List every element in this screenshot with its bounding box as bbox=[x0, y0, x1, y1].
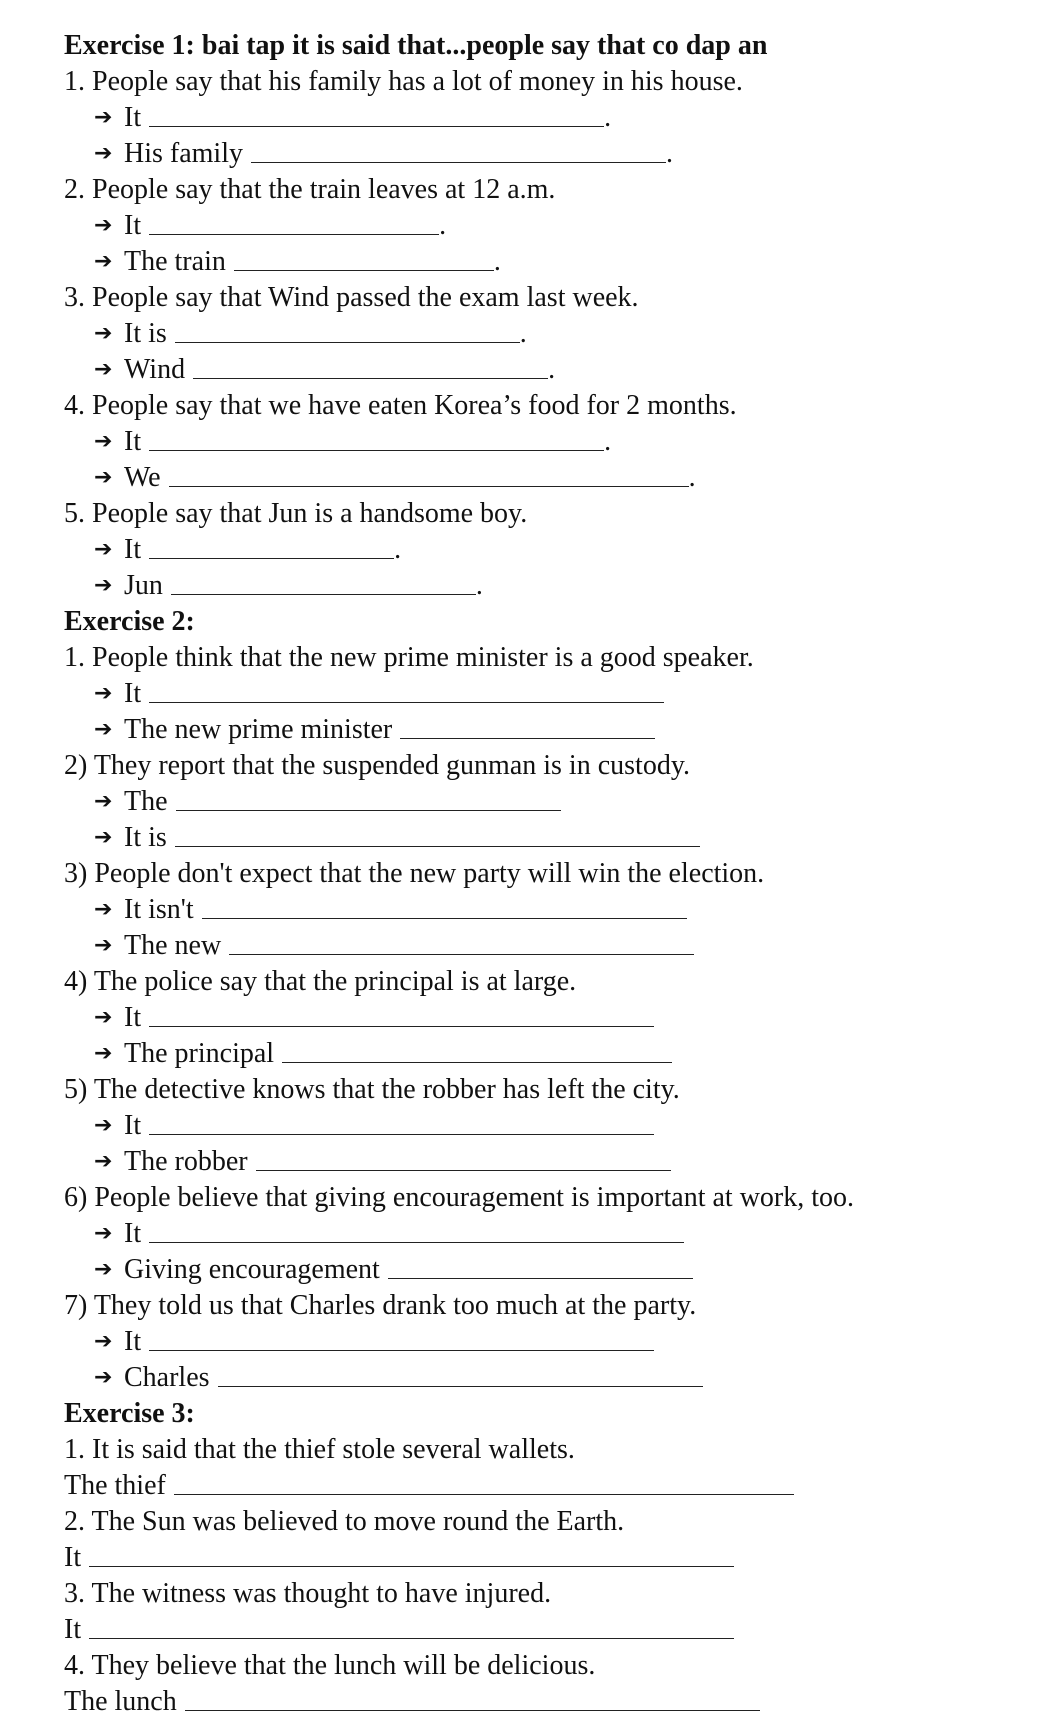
answer-blank[interactable] bbox=[185, 1684, 760, 1711]
ex3-q4-answer bbox=[64, 1684, 1048, 1720]
answer-lead: Jun bbox=[124, 570, 163, 601]
ex1-q1-prompt: 1. People say that his family has a lot of money in his house. bbox=[64, 66, 743, 97]
answer-blank[interactable] bbox=[229, 928, 694, 955]
ex3-q2-prompt: 2. The Sun was believed to move round the Earth. bbox=[64, 1506, 625, 1537]
ex2-q6-prompt: 6) People believe that giving encouragement is important at work, too. bbox=[64, 1182, 855, 1213]
answer-blank[interactable] bbox=[175, 316, 520, 343]
ex3-q1-answer bbox=[64, 1468, 1048, 1504]
answer-lead: The bbox=[124, 786, 168, 817]
answer-blank[interactable] bbox=[176, 784, 561, 811]
ex1-q3-answer-a: ➔ It is . bbox=[64, 316, 1048, 352]
ex1-q4-answer-b: ➔ We . bbox=[64, 460, 1048, 496]
answer-lead: It isn't bbox=[124, 894, 194, 925]
ex3-q3-prompt: 3. The witness was thought to have injured. bbox=[64, 1578, 552, 1609]
answer-blank[interactable] bbox=[193, 352, 548, 379]
arrow-icon: ➔ bbox=[94, 825, 113, 850]
arrow-icon: ➔ bbox=[94, 141, 113, 166]
ex2-q3-prompt: 3) People don't expect that the new party will win the election. bbox=[64, 858, 765, 889]
answer-blank[interactable] bbox=[171, 568, 476, 595]
ex2-q2-answer-a bbox=[64, 784, 1048, 820]
ex1-q2-prompt: 2. People say that the train leaves at 12 a.m. bbox=[64, 174, 556, 205]
ex2-q2-prompt: 2) They report that the suspended gunman is in custody. bbox=[64, 750, 690, 781]
ex3-q3-answer bbox=[64, 1612, 1048, 1648]
ex2-q2-answer-b bbox=[64, 820, 1048, 856]
answer-blank[interactable] bbox=[256, 1144, 671, 1171]
answer-blank[interactable] bbox=[174, 1468, 794, 1495]
answer-blank[interactable] bbox=[251, 136, 666, 163]
answer-lead: It bbox=[124, 102, 142, 133]
arrow-icon: ➔ bbox=[94, 897, 113, 922]
answer-lead: It bbox=[64, 1542, 82, 1573]
answer-lead: The train bbox=[124, 246, 226, 277]
ex2-q5-answer-b bbox=[64, 1144, 1048, 1180]
ex2-q4-prompt: 4) The police say that the principal is at large. bbox=[64, 966, 577, 997]
answer-lead: It bbox=[124, 1218, 142, 1249]
arrow-icon: ➔ bbox=[94, 1005, 113, 1030]
arrow-icon: ➔ bbox=[94, 1329, 113, 1354]
answer-blank[interactable] bbox=[149, 1324, 654, 1351]
answer-lead: It bbox=[124, 1002, 142, 1033]
arrow-icon: ➔ bbox=[94, 1365, 113, 1390]
arrow-icon: ➔ bbox=[94, 1221, 113, 1246]
answer-lead: The robber bbox=[124, 1146, 248, 1177]
ex2-q4-answer-a bbox=[64, 1000, 1048, 1036]
ex2-q3-answer-b bbox=[64, 928, 1048, 964]
arrow-icon: ➔ bbox=[94, 1113, 113, 1138]
answer-lead: The thief bbox=[64, 1470, 166, 1501]
answer-blank[interactable] bbox=[400, 712, 655, 739]
ex2-q4-answer-b bbox=[64, 1036, 1048, 1072]
ex2-q1-answer-a bbox=[64, 676, 1048, 712]
answer-lead: It bbox=[124, 426, 142, 457]
answer-lead: The principal bbox=[124, 1038, 275, 1069]
answer-blank[interactable] bbox=[234, 244, 494, 271]
ex2-q3-answer-a bbox=[64, 892, 1048, 928]
answer-blank[interactable] bbox=[169, 460, 689, 487]
ex2-q7-prompt: 7) They told us that Charles drank too much at the party. bbox=[64, 1290, 697, 1321]
arrow-icon: ➔ bbox=[94, 933, 113, 958]
ex1-q3-prompt: 3. People say that Wind passed the exam last week. bbox=[64, 282, 639, 313]
answer-lead: It is bbox=[124, 318, 167, 349]
answer-blank[interactable] bbox=[202, 892, 687, 919]
ex2-q5-prompt: 5) The detective knows that the robber has left the city. bbox=[64, 1074, 680, 1105]
answer-lead: It is bbox=[124, 822, 167, 853]
arrow-icon: ➔ bbox=[94, 213, 113, 238]
arrow-icon: ➔ bbox=[94, 321, 113, 346]
answer-blank[interactable] bbox=[149, 1216, 684, 1243]
answer-lead: His family bbox=[124, 138, 243, 169]
answer-lead: It bbox=[124, 678, 142, 709]
ex1-q2-answer-a: ➔ It . bbox=[64, 208, 1048, 244]
answer-lead: It bbox=[64, 1614, 82, 1645]
ex1-q5-answer-b: ➔ Jun . bbox=[64, 568, 1048, 604]
answer-lead: It bbox=[124, 1110, 142, 1141]
answer-blank[interactable] bbox=[218, 1360, 703, 1387]
exercise-3-title: Exercise 3: bbox=[64, 1398, 195, 1429]
arrow-icon: ➔ bbox=[94, 429, 113, 454]
answer-lead: The lunch bbox=[64, 1686, 177, 1717]
arrow-icon: ➔ bbox=[94, 249, 113, 274]
answer-lead: Giving encouragement bbox=[124, 1254, 380, 1285]
arrow-icon: ➔ bbox=[94, 1149, 113, 1174]
answer-blank[interactable] bbox=[388, 1252, 693, 1279]
arrow-icon: ➔ bbox=[94, 717, 113, 742]
answer-blank[interactable] bbox=[175, 820, 700, 847]
ex1-q2-answer-b: ➔ The train . bbox=[64, 244, 1048, 280]
answer-blank[interactable] bbox=[89, 1540, 734, 1567]
ex3-q1-prompt: 1. It is said that the thief stole several wallets. bbox=[64, 1434, 575, 1465]
answer-lead: It bbox=[124, 1326, 142, 1357]
ex2-q7-answer-b bbox=[64, 1360, 1048, 1396]
ex2-q7-answer-a bbox=[64, 1324, 1048, 1360]
exercise-1-title: Exercise 1: bai tap it is said that...people say that co dap an bbox=[64, 30, 768, 61]
answer-lead: The new prime minister bbox=[124, 714, 393, 745]
ex2-q6-answer-a bbox=[64, 1216, 1048, 1252]
answer-lead: Charles bbox=[124, 1362, 210, 1393]
ex1-q1-answer-a: ➔ It . bbox=[64, 100, 1048, 136]
answer-blank[interactable] bbox=[149, 1000, 654, 1027]
arrow-icon: ➔ bbox=[94, 573, 113, 598]
ex1-q4-prompt: 4. People say that we have eaten Korea’s food for 2 months. bbox=[64, 390, 737, 421]
ex2-q6-answer-b bbox=[64, 1252, 1048, 1288]
answer-blank[interactable] bbox=[282, 1036, 672, 1063]
ex1-q3-answer-b: ➔ Wind . bbox=[64, 352, 1048, 388]
answer-blank[interactable] bbox=[149, 532, 394, 559]
answer-lead: We bbox=[124, 462, 161, 493]
answer-lead: The new bbox=[124, 930, 222, 961]
arrow-icon: ➔ bbox=[94, 789, 113, 814]
exercise-2-title: Exercise 2: bbox=[64, 606, 195, 637]
arrow-icon: ➔ bbox=[94, 465, 113, 490]
ex1-q4-answer-a: ➔ It . bbox=[64, 424, 1048, 460]
answer-blank[interactable] bbox=[149, 1108, 654, 1135]
ex1-q5-prompt: 5. People say that Jun is a handsome boy. bbox=[64, 498, 528, 529]
answer-blank[interactable] bbox=[149, 424, 604, 451]
answer-blank[interactable] bbox=[149, 676, 664, 703]
arrow-icon: ➔ bbox=[94, 1257, 113, 1282]
arrow-icon: ➔ bbox=[94, 357, 113, 382]
arrow-icon: ➔ bbox=[94, 537, 113, 562]
answer-blank[interactable] bbox=[89, 1612, 734, 1639]
ex2-q1-answer-b bbox=[64, 712, 1048, 748]
arrow-icon: ➔ bbox=[94, 105, 113, 130]
ex2-q5-answer-a bbox=[64, 1108, 1048, 1144]
answer-lead: It bbox=[124, 210, 142, 241]
ex3-q4-prompt: 4. They believe that the lunch will be delicious. bbox=[64, 1650, 596, 1681]
arrow-icon: ➔ bbox=[94, 681, 113, 706]
answer-lead: It bbox=[124, 534, 142, 565]
ex2-q1-prompt: 1. People think that the new prime minister is a good speaker. bbox=[64, 642, 754, 673]
answer-blank[interactable] bbox=[149, 100, 604, 127]
ex1-q1-answer-b: ➔ His family . bbox=[64, 136, 1048, 172]
ex1-q5-answer-a: ➔ It . bbox=[64, 532, 1048, 568]
answer-blank[interactable] bbox=[149, 208, 439, 235]
answer-lead: Wind bbox=[124, 354, 186, 385]
ex3-q2-answer bbox=[64, 1540, 1048, 1576]
arrow-icon: ➔ bbox=[94, 1041, 113, 1066]
